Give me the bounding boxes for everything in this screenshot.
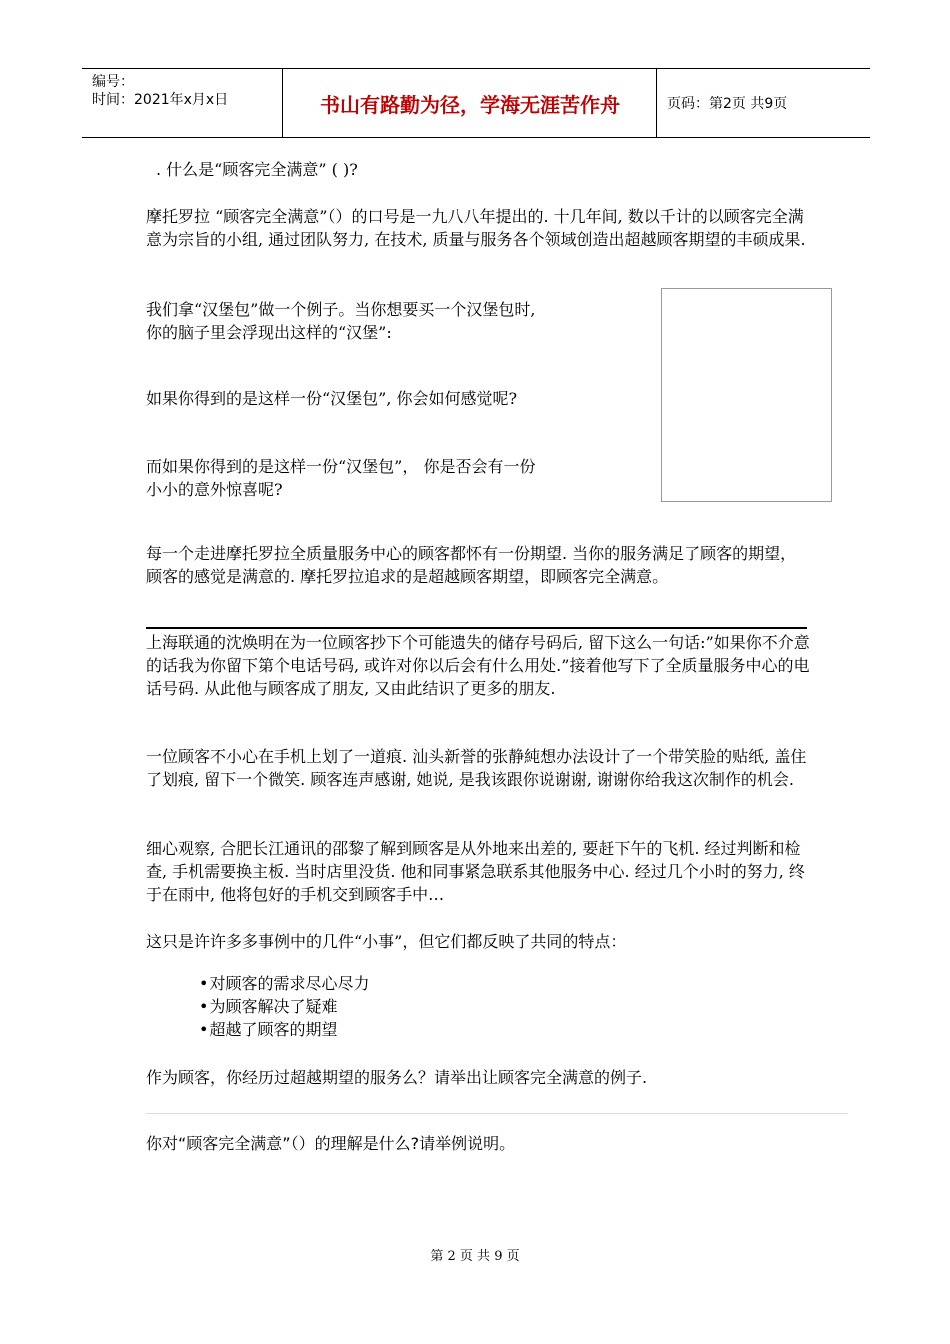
section-divider	[146, 627, 807, 629]
header-page-info: 页码：第2页 共9页	[667, 96, 788, 112]
summary-paragraph: 这只是许许多多事例中的几件“小事”，但它们都反映了共同的特点：	[146, 932, 627, 951]
question-divider	[146, 1113, 848, 1114]
list-item: • 超越了顾客的期望	[199, 1018, 369, 1041]
feature-list	[199, 972, 369, 1041]
header-motto: 书山有路勤为径，学海无涯苦作舟	[284, 69, 657, 137]
story-shanghai: 上海联通的沈焕明在为一位顾客抄下个可能遗失的储存号码后, 留下这么一句话:”如果你不介意的话我为你留下第个电话号码, 或许对你以后会有什么用处.”接着他写下了全质量服务中心的电话号码. 从此他与顾客成了朋友, 又由此结识了更多的朋友.	[146, 633, 810, 698]
document-number: 编号：	[92, 74, 134, 90]
hamburger-question-2-line-2: 小小的意外惊喜呢?	[146, 480, 283, 499]
hamburger-image-placeholder	[661, 288, 832, 502]
page-header	[82, 68, 870, 138]
story-shantou: 一位顾客不小心在手机上划了一道痕. 汕头新誉的张静純想办法设计了一个带笑脸的贴纸, 盖住了划痕, 留下一个微笑. 顾客连声感谢, 她说, 是我该跟你说谢谢, 谢谢你给我这次制作的机会.	[146, 747, 807, 789]
page-footer: 第 2 页 共 9 页	[430, 1249, 520, 1264]
question-2: 你对“顾客完全满意”（）的理解是什么?请举例说明。	[146, 1134, 516, 1153]
intro-paragraph: 摩托罗拉 “顾客完全满意”（）的口号是一九八八年提出的. 十几年间, 数以千计的以顾客完全满意为宗旨的小组, 通过团队努力, 在技术, 质量与服务各个领域创造出超越顾客期望的丰硕成果.	[146, 207, 806, 249]
hamburger-line-1: 我们拿“汉堡包”做一个例子。当你想要买一个汉堡包时,	[146, 300, 536, 319]
list-item: • 为顾客解决了疑难	[199, 995, 369, 1018]
header-meta	[82, 69, 283, 137]
expectation-paragraph: 每一个走进摩托罗拉全质量服务中心的顾客都怀有一份期望. 当你的服务满足了顾客的期望，顾客的感觉是满意的. 摩托罗拉追求的是超越顾客期望，即顾客完全满意。	[146, 544, 797, 586]
list-item: • 对顾客的需求尽心尽力	[199, 972, 369, 995]
hamburger-question-1: 如果你得到的是这样一份“汉堡包”, 你会如何感觉呢?	[146, 389, 518, 408]
question-1: 作为顾客，你经历过超越期望的服务么？请举出让顾客完全满意的例子.	[146, 1068, 648, 1087]
hamburger-line-2: 你的脑子里会浮现出这样的“汉堡”:	[146, 323, 392, 342]
section-heading: . 什么是“顾客完全满意” ( )?	[156, 160, 358, 179]
hamburger-question-2-line-1: 而如果你得到的是这样一份“汉堡包”， 你是否会有一份	[146, 457, 536, 476]
story-hefei: 细心观察, 合肥长江通讯的邵黎了解到顾客是从外地来出差的, 要赶下午的飞机. 经过判断和检查, 手机需要换主板. 当时店里没货. 他和同事紧急联系其他服务中心. 经过几个小时的努力, 终于在雨中, 他将包好的手机交到顾客手中…	[146, 839, 805, 904]
document-date: 时间：2021年x月x日	[92, 92, 229, 108]
